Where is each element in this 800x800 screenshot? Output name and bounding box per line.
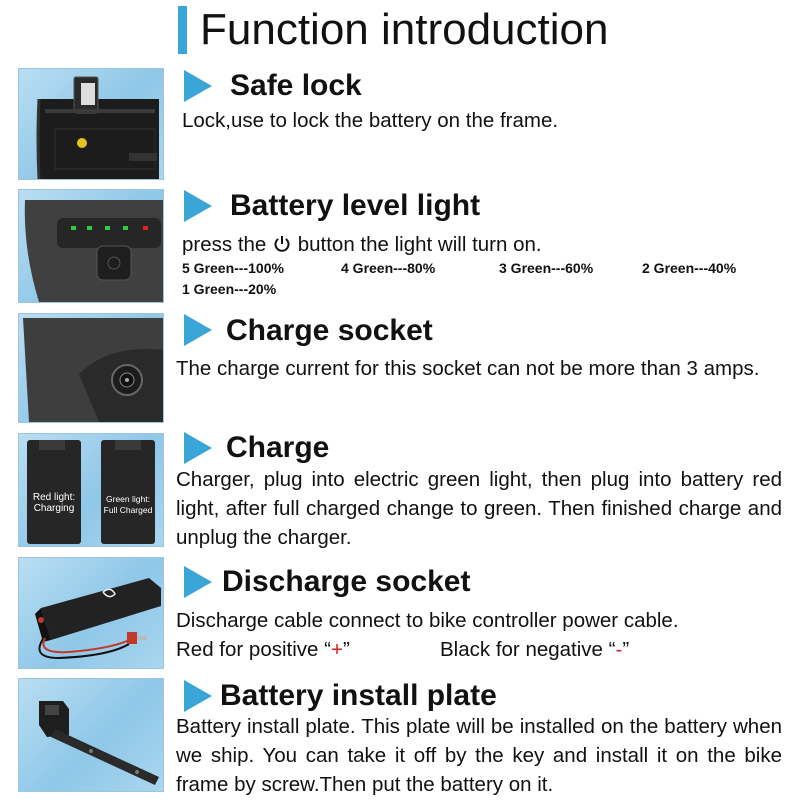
install-plate-photo: [18, 678, 164, 792]
charge-text: Charger, plug into electric green light, then plug into battery red light, after full charged change to green. Then finished charge and unplug the charger.: [176, 468, 782, 549]
level-light-heading: Battery level light: [230, 189, 481, 222]
positive-sign: +: [330, 638, 343, 661]
negative-quote-close: ”: [622, 638, 630, 661]
charge-socket-text: The charge current for this socket can not be more than 3 amps.: [176, 357, 760, 380]
charge-heading: Charge: [226, 431, 330, 464]
discharge-arrow-icon: [184, 566, 212, 598]
charge-socket-heading: Charge socket: [226, 314, 433, 347]
charge-photo-red-label: [27, 492, 81, 514]
install-plate-illustration: [19, 679, 163, 791]
level-item: 4 Green---80%: [341, 260, 436, 276]
positive-quote-close: ”: [342, 638, 350, 661]
discharge-polarity-positive: [176, 635, 350, 664]
level-light-photo: [18, 189, 164, 303]
level-item: 1 Green---20%: [182, 281, 277, 297]
charge-arrow-icon: [184, 432, 212, 464]
discharge-illustration: [19, 558, 163, 668]
charge-photo-green-label: [101, 494, 155, 516]
safe-lock-arrow-icon: [184, 70, 212, 102]
title-accent-bar: [178, 6, 187, 54]
page-title: Function introduction: [200, 5, 609, 54]
charge-photo: [18, 433, 164, 547]
safe-lock-text: Lock,use to lock the battery on the frame.: [182, 109, 559, 132]
level-light-illustration: [19, 190, 163, 302]
safe-lock-photo: [18, 68, 164, 180]
green-light-label-line1: Green light:: [106, 494, 150, 504]
negative-label: Black for negative “: [440, 638, 616, 661]
charge-socket-arrow-icon: [184, 314, 212, 346]
level-item: 5 Green---100%: [182, 260, 284, 276]
charge-socket-illustration: [19, 314, 163, 422]
install-plate-text: Battery install plate. This plate will be installed on the battery when we ship. You can take it off by the key and install it on the bike frame by screw.Then put the battery on it.: [176, 715, 782, 796]
level-item: 3 Green---60%: [499, 260, 594, 276]
level-light-text-after: button the light will turn on.: [297, 233, 542, 256]
safe-lock-heading: Safe lock: [230, 69, 362, 102]
discharge-polarity-negative: [440, 635, 629, 664]
charge-socket-photo: [18, 313, 164, 423]
level-light-text: [182, 230, 542, 259]
discharge-text: Discharge cable connect to bike controller power cable.: [176, 609, 679, 632]
power-icon: [272, 234, 292, 254]
negative-sign: -: [615, 638, 623, 661]
charge-illustration: [19, 434, 163, 546]
green-light-label-line2: Full Charged: [103, 505, 153, 515]
discharge-heading: Discharge socket: [222, 565, 471, 598]
level-light-text-before: press the: [182, 233, 267, 256]
level-item: 2 Green---40%: [642, 260, 737, 276]
install-plate-heading: Battery install plate: [220, 679, 497, 712]
install-plate-arrow-icon: [184, 680, 212, 712]
safe-lock-illustration: [19, 69, 163, 179]
red-light-label-line1: Red light:: [32, 492, 76, 503]
level-list: [182, 258, 782, 300]
positive-label: Red for positive “: [176, 638, 331, 661]
red-light-label-line2: Charging: [33, 503, 75, 514]
level-light-arrow-icon: [184, 190, 212, 222]
discharge-photo: [18, 557, 164, 669]
